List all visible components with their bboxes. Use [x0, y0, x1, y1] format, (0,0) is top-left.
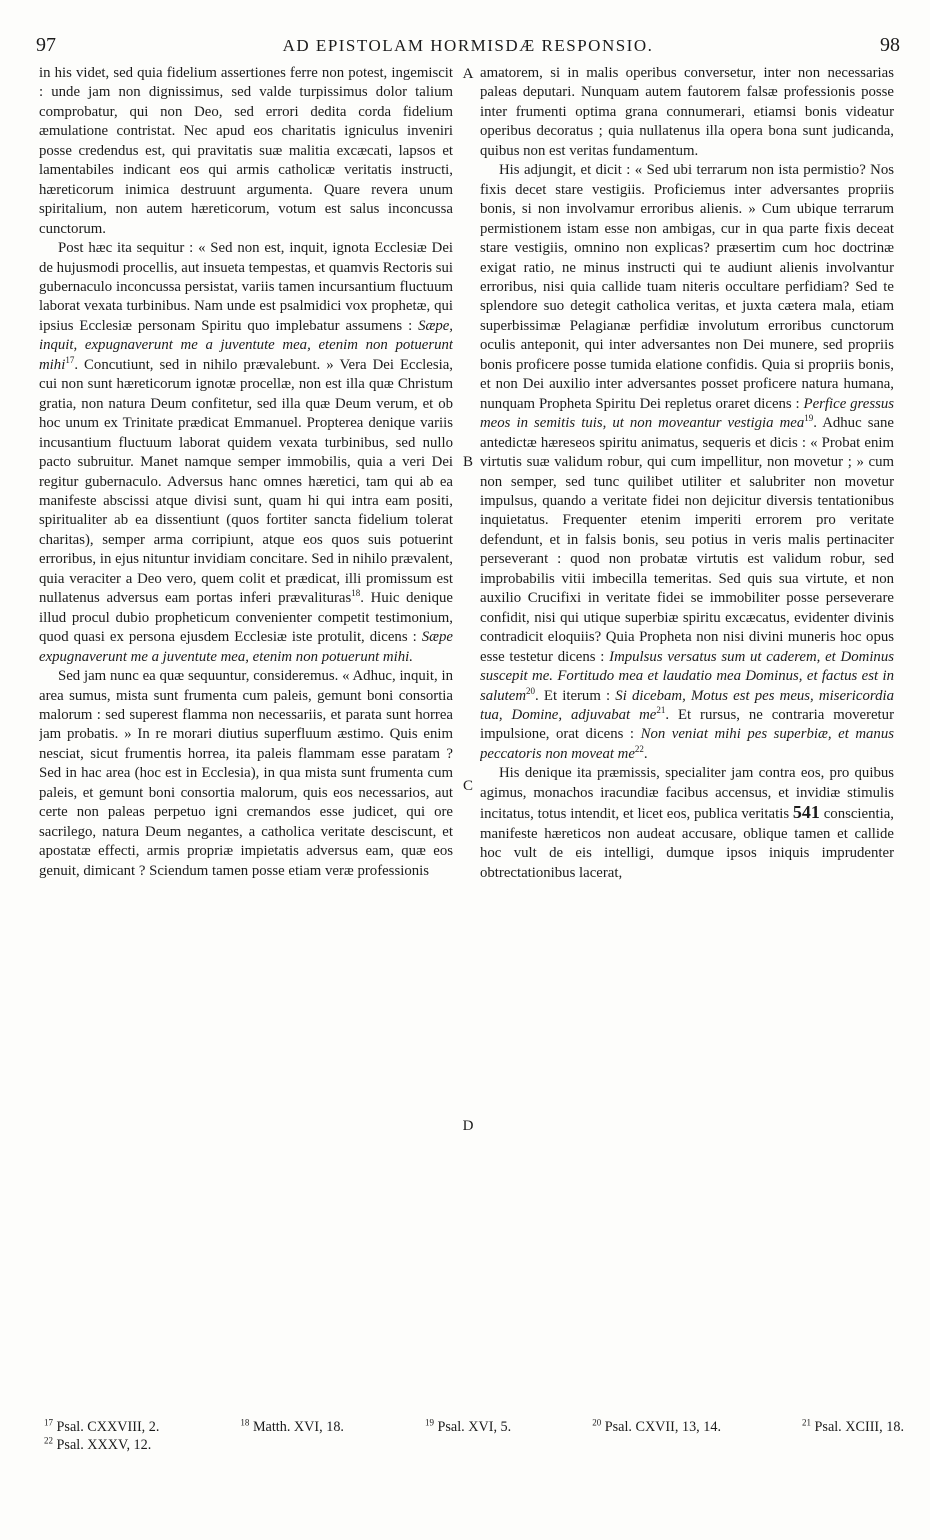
footnote-row — [44, 1418, 904, 1436]
italic-quote: Sæpe expugnaverunt me a juventute mea, etenim non potuerunt mihi. — [39, 629, 453, 665]
footnote-ref: 21 — [656, 705, 666, 716]
running-header — [36, 34, 900, 58]
paragraph: His denique ita præmissis, specialiter jam contra eos, pro quibus agimus, monachos iracundiæ facibus accensus, et invidiæ stimulis incitatus, totus intendit, et licet eos, publica veritatis 541 conscientia, manifeste hæreticos non audeat accusare, oblique tamen et callide hoc vult de eis intelligi, dumque ipsos iniquis imprudenter obtrectationibus lacerat, — [480, 765, 894, 881]
footnote: $^{18}$ Matth. XVI, 18. — [240, 1417, 344, 1435]
italic-quote: Non veniat mihi pes superbiæ, et manus peccatoris non moveat me — [480, 726, 894, 762]
paragraph: Post hæc ita sequitur : « Sed non est, inquit, ignota Ecclesiæ Dei de hujusmodi procellis, aut insueta tempestas, et quamvis Rectoris sui gubernaculo inconcussa persistat, variis tamen incursantium fluctuum laborat vexata turbinibus. Nam unde est psalmidici vox prophetæ, qui ipsius Ecclesiæ personam Spiritu quo implebatur assumens : Sæpe, inquit, expugnaverunt me a juventute mea, etenim non potuerunt mihi$^{17}$. Concutiunt, sed in nihilo prævalebunt. » Vera Dei Ecclesia, cui non sunt hæreticorum ignotæ procellæ, non est illa quæ Christum gratia, non natura Deum confitetur, sed illa quæ Deum verum, et ob hoc unum ex Trinitate prædicat Emmanuel. Propterea denique variis incusantium fluctuum laborat quidem vexata turbinibus, sed nullo pacto subruitur. Manet namque semper immobilis, quia a veri Dei regitur gubernaculo. Adversus hanc omnes hæretici, tam qui ab ea manifeste abscissi atque divisi sunt, quam hi qui intra eam positi, spiritualiter ab ea dissentiunt (quos fortiter sancta fidelium tolerat charitas), semper arma corripiunt, atque eos quos suis potuerint erroribus, in ejus nituntur invidiam concitare. Sed in nihilo prævalent, quia veraciter a Deo vero, quem colit et prædicat, illi promissum est nullatenus adversus eam portas inferi prævalituras$^{18}$. Huic denique illud procul dubio propheticum convenienter competit testimonium, quod quasi ex persona ejusdem Ecclesiæ iste protulit, dicens : Sæpe expugnaverunt me a juventute mea, etenim non potuerunt mihi. — [39, 240, 453, 665]
left-column — [39, 64, 453, 1394]
page-mark: 541 — [792, 802, 820, 823]
footnote: $^{19}$ Psal. XVI, 5. — [424, 1417, 512, 1435]
footnote-ref: 22 — [634, 743, 644, 754]
margin-marker-b: B — [462, 454, 473, 470]
footnote: $^{17}$ Psal. CXXVIII, 2. — [44, 1417, 160, 1435]
page-number-left: 97 — [36, 34, 56, 56]
italic-quote: Si dicebam, Motus est pes meus, misericordia tua, Domine, adjuvabat me — [480, 687, 894, 723]
italic-quote: Sæpe, inquit, expugnaverunt me a juventute mea, etenim non potuerunt mihi — [39, 317, 453, 373]
margin-marker-d: D — [462, 1118, 474, 1134]
right-column — [480, 64, 894, 1394]
footnote-ref: 17 — [65, 354, 75, 365]
margin-marker-a: A — [462, 66, 474, 82]
footnote-ref: 18 — [351, 588, 361, 599]
italic-quote: Impulsus versatus sum ut caderem, et Dominus suscepit me. Fortitudo mea et laudatio mea Dominus, et factus est in salutem — [480, 648, 894, 704]
paragraph: Sed jam nunc ea quæ sequuntur, consideremus. « Adhuc, inquit, in area sumus, mista sunt frumenta cum paleis, gemunt boni consortia malorum : sed superest flamma non necessariis, et parata sunt horrea jam probatis. » In re morari diutius superfluum æstimo. Quis enim nesciat, sicut frumentis horrea, ita paleis flammam esse paratam ? Sed in hac area (hoc est in Ecclesia), in qua mista sunt frumenta cum paleis, et gemunt boni consortia malorum, quis eos necessarios, aut certe non paleas perpetuo igni cremandos esse judicet, qui ore sacrilego, natura Deum negantes, a catholica veritate desciscunt, et apostatæ effecti, armis propriæ impietatis adversus eam, quæ eos genuit, dimicant ? Sciendum tamen posse etiam veræ professionis — [39, 668, 453, 879]
paragraph: amatorem, si in malis operibus conversetur, inter non necessarias paleas deputari. Nunquam autem fautorem falsæ professionis posse inter frumenti optima grana connumerari, etiamsi bonis videatur operibus decoratus ; quia nullatenus illa opera bona sunt judicanda, quibus non est veritas fundamentum. — [480, 65, 894, 159]
margin-marker-c: C — [462, 778, 473, 794]
footnote-ref: 19 — [804, 413, 814, 424]
footnote-row — [44, 1436, 904, 1454]
italic-quote: Perfice gressus meos in semitis tuis, ut non moveantur vestigia mea — [480, 395, 894, 432]
paragraph: in his videt, sed quia fidelium assertiones ferre non potest, ingemiscit : unde jam non dignissimus, sed valde turpissimus dolor talium comprobatur, qui non Deo, sed errori dedita corda fidelium æmulatione contristat. Nec apud eos charitatis igniculus inveniri posse credendus est, qui pravitatis suæ malitia excæcati, lapsos et lamentabiles indicant eos qui armis catholicæ veritatis instructi, hæreticorum inimica destruunt argumenta. Quare revera unum spiritalium, non autem hæreticorum, votum est salus inconcussa cunctorum. — [39, 65, 453, 237]
footnote-ref: 20 — [526, 685, 536, 696]
paragraph: His adjungit, et dicit : « Sed ubi terrarum non ista permistio? Nos fixis decet stare vestigiis. Proficiemus inter adversantes propriis bonis, si non involvamur erroribus alienis. » Cum ubique terrarum permistionem istam esse non ambigas, cur in qua parte fixis deceat stare vestigiis, omnino non explicas? præsertim cum hoc doctrinæ exigat ratio, ne minus instructi qui te audiunt alienis involvantur erroribus, nisi quia callide tuam niteris occultare perfidiam? Sed te splendore suo detegit catholica veritas, et juxta cætera mala, etiam superbissimæ Pelagianæ perfidiæ involutum erroribus cunctorum oculis anteponit, qui inter adversantes non Dei munere, sed propriis bonis proficere posse tumida elatione confidis. Quia si propriis bonis, et non Dei auxilio inter adversantes posset proficere natura humana, nunquam Propheta Spiritu Dei repletus oraret dicens : Perfice gressus meos in semitis tuis, ut non moveantur vestigia mea$^{19}$. Adhuc sane antedictæ hæreseos spiritu animatus, sequeris et dicis : « Probat enim virtutis suæ validum robur, qui cum impellitur, non movetur ; » cum non semper, sed tunc quilibet utiliter et salubriter non movetur impulsus, quando a veritate fidei non dejicitur diversis tentationibus inquietatus. Frequenter etenim imperiti errorem pro veritate defendunt, et in falsis bonis, seu potius in veris malis pertinaciter perseverant : quod non probatæ virtutis est validum robur, sed improbabilis vitii imbecilla temeritas. Sed quis sua virtute, et non auxilio Crucifixi in veritate fidei se immobiliter posse perseverare confidit, nisi qui utique superbiæ spiritu excæcatus, evidenter divinis contradicit eloquiis? Quia Propheta non nisi divini muneris hoc opus esse testetur dicens : Impulsus versatus sum ut caderem, et Dominus suscepit me. Fortitudo mea et laudatio mea Dominus, et factus est in salutem$^{20}$. Et iterum : Si dicebam, Motus est pes meus, misericordia tua, Domine, adjuvabat $me^{21}$. Et rursus, ne contraria moveretur impulsione, orat dicens : Non veniat mihi pes superbiæ, et manus peccatoris non moveat $me^{22}$. — [480, 162, 894, 762]
running-title: AD EPISTOLAM HORMISDÆ RESPONSIO. — [282, 36, 654, 55]
page-number-right: 98 — [880, 34, 900, 56]
footnotes — [44, 1418, 904, 1454]
footnote: $^{21}$ Psal. XCIII, 18. — [801, 1417, 904, 1435]
footnote: $^{22}$ Psal. XXXV, 12. — [44, 1435, 152, 1453]
footnote: $^{20}$ Psal. CXVII, 13, 14. — [592, 1417, 721, 1435]
